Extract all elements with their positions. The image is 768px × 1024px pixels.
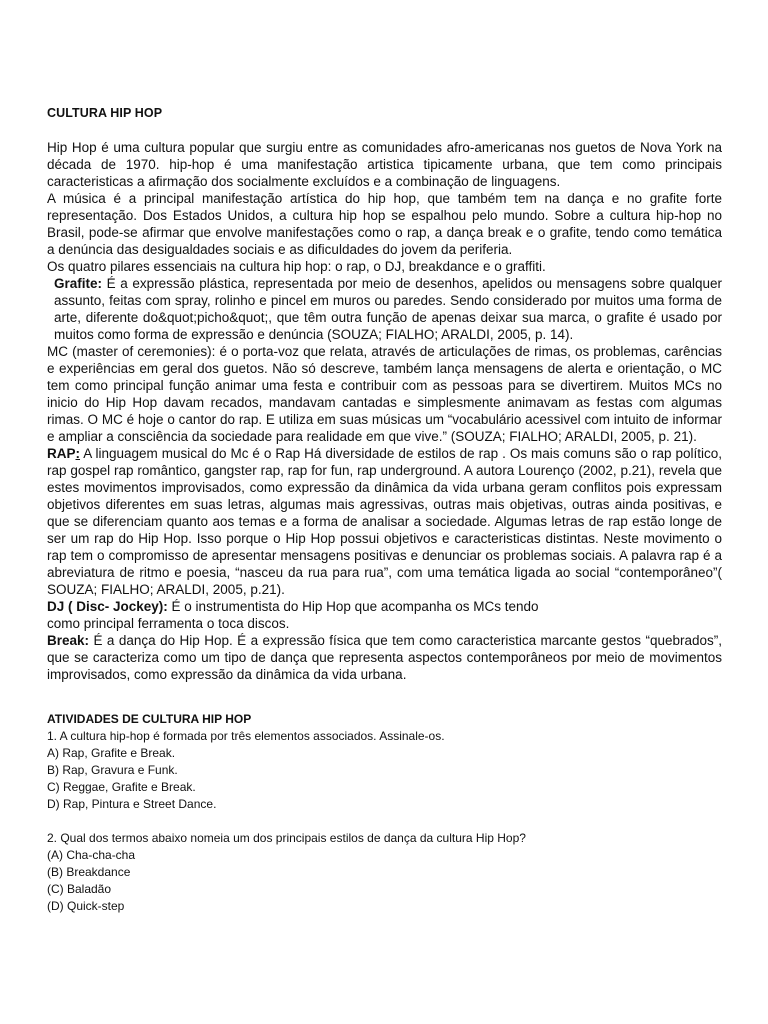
dj-label: DJ ( Disc- Jockey): [47,599,168,614]
paragraph-mc: MC (master of ceremonies): é o porta-voz que relata, através de articulações de rimas, os problemas, carências e experiências em geral dos guetos. Não só descreve, também lança mensagens de alerta e orientação, o MC tem como principal função animar uma festa e contribuir com as pessoas para se divertirem. Muitos MCs no inicio do Hip Hop davam recados, mandavam cantadas e simplesmente animavam as festas com algumas rimas. O MC é hoje o cantor do rap. E utiliza em suas músicas um “vocabulário acessivel com intuito de informar e ampliar a consciência da sociedade para realidade em que vive.” (SOUZA; FIALHO; ARALDI, 2005, p. 21). [47,344,722,444]
paragraph-intro: Hip Hop é uma cultura popular que surgiu entre as comunidades afro-americanas nos guetos de Nova York na década de 1970. hip-hop é uma manifestação artistica tipicamente urbana, que tem como principais caracteristicas a afirmação dos socialmente excluídos e a combinação de linguagens. [47,140,722,189]
document-title: CULTURA HIP HOP [47,106,163,120]
activities-section [47,711,722,915]
rap-label: RAP [47,446,76,461]
break-text: É a dança do Hip Hop. É a expressão física que tem como caracteristica marcante gestos “quebrados”, que se caracteriza como um tipo de dança que representa aspectos contemporâneos por meio de movimentos improvisados, como expressão da dinâmica da vida urbana. [47,633,722,682]
question-1: 1. A cultura hip-hop é formada por três elementos associados. Assinale-os. [47,729,445,743]
activities-title: ATIVIDADES DE CULTURA HIP HOP [47,712,252,726]
question-2-option-d: (D) Quick-step [47,899,125,913]
grafite-text: É a expressão plástica, representada por meio de desenhos, apelidos ou mensagens sobre qualquer assunto, feitas com spray, rolinho e pincel em muros ou paredes. Sendo considerado por muitos uma forma de arte, diferente do&quot;picho&quot;, que têm outra função de apenas deixar sua marca, o grafite é usado por muitos como forma de expressão e denúncia (SOUZA; FIALHO; ARALDI, 2005, p. 14). [54,276,722,342]
question-2-option-b: (B) Breakdance [47,865,131,879]
rap-colon: : [75,446,81,461]
question-1-option-b: B) Rap, Gravura e Funk. [47,763,178,777]
rap-text: A linguagem musical do Mc é o Rap Há diversidade de estilos de rap . Os mais comuns são o rap político, rap gospel rap romântico, gangster rap, rap for fun, rap underground. A autora Lourenço (2002, p.21), revela que estes movimentos improvisados, como expressão da dinâmica da vida urbana geram conflitos pois expressam objetivos diferentes em suas letras, algumas mais agressivas, outras mais objetivas, outras ainda positivas, e que se diferenciam quanto aos temas e a forma de analisar a sociedade. Algumas letras de rap estão longe de ser um rap do Hip Hop. Isso porque o Hip Hop possui objetivos e caracteristicas distintas. Neste movimento o rap tem o compromisso de apresentar mensagens positivas e denunciar os problemas sociais. A palavra rap é a abreviatura de ritmo e poesia, “nasceu da rua para rua”, com uma temática ligada ao social “contemporâneo”( SOUZA; FIALHO; ARALDI, 2005, p.21). [47,446,722,597]
question-1-option-d: D) Rap, Pintura e Street Dance. [47,797,217,811]
paragraph-music: A música é a principal manifestação artística do hip hop, que também tem na dança e no grafite forte representação. Dos Estados Unidos, a cultura hip hop se espalhou pelo mundo. Sobre a cultura hip-hop no Brasil, pode-se afirmar que envolve manifestações como o rap, a dança break e o grafite, tendo como temática a denúncia das desigualdades sociais e as dificuldades do jovem da periferia. [47,191,722,257]
paragraph-dj-cont: como principal ferramenta o toca discos. [47,616,290,631]
paragraph-grafite [47,275,722,343]
dj-text: É o instrumentista do Hip Hop que acompanha os MCs tendo [167,599,539,614]
question-2-option-c: (C) Baladão [47,882,112,896]
break-label: Break: [47,633,90,648]
paragraph-break [47,632,722,683]
paragraph-rap [47,445,722,598]
question-2: 2. Qual dos termos abaixo nomeia um dos principais estilos de dança da cultura Hip Hop? [47,831,526,845]
document-body [47,139,722,683]
question-1-option-a: A) Rap, Grafite e Break. [47,746,176,760]
paragraph-pillars: Os quatro pilares essenciais na cultura hip hop: o rap, o DJ, breakdance e o graffiti. [47,259,546,274]
question-1-option-c: C) Reggae, Grafite e Break. [47,780,196,794]
paragraph-dj [47,598,722,615]
grafite-label: Grafite: [54,276,103,291]
question-2-option-a: (A) Cha-cha-cha [47,848,136,862]
